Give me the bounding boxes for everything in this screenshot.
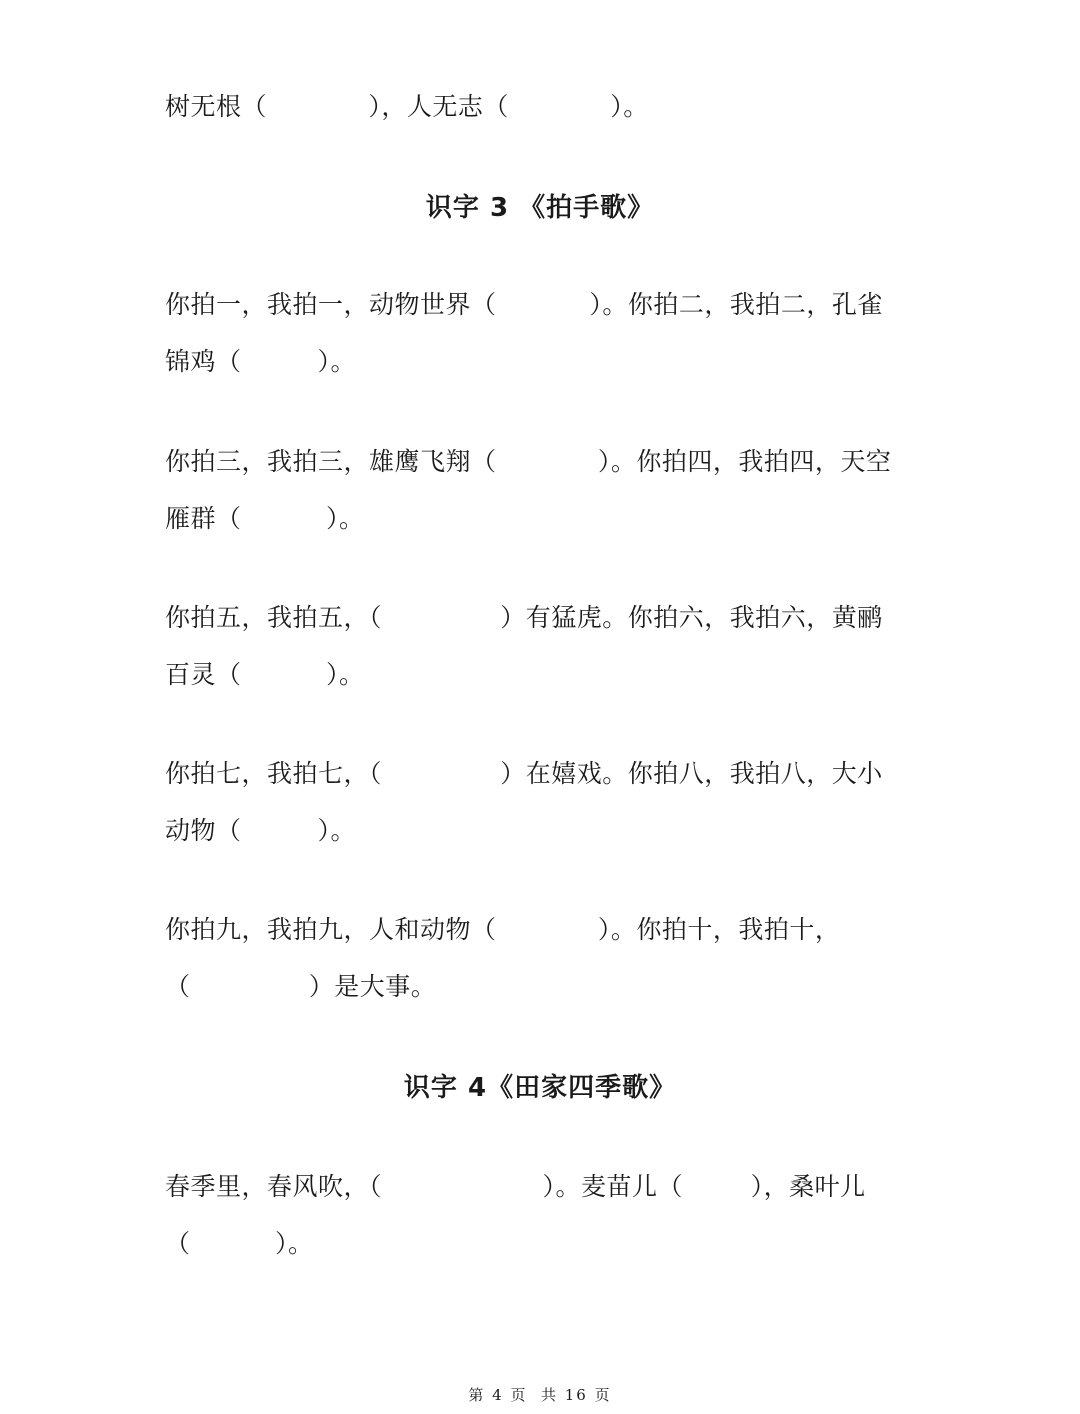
- section-3-paragraph-2-line-1: 你拍三，我拍三，雄鹰飞翔（ ）。你拍四，我拍四，天空: [165, 447, 892, 476]
- page-number-footer: 第 4 页 共 16 页: [468, 1386, 612, 1404]
- section-4-paragraph-1-line-1: 春季里，春风吹，（ ）。麦苗儿（ ），桑叶儿: [165, 1172, 866, 1201]
- section-4-paragraph-1-line-2: （ ）。: [165, 1229, 314, 1258]
- section-3-paragraph-5-line-2: （ ）是大事。: [165, 972, 437, 1001]
- section-3-paragraph-5-line-1: 你拍九，我拍九，人和动物（ ）。你拍十，我拍十，: [165, 915, 841, 944]
- section-3-paragraph-3-line-1: 你拍五，我拍五，（ ）有猛虎。你拍六，我拍六，黄鹂: [165, 603, 883, 632]
- section-3-paragraph-4-line-1: 你拍七，我拍七，（ ）在嬉戏。你拍八，我拍八，大小: [165, 759, 883, 788]
- section-4-title: 识字 4《田家四季歌》: [403, 1073, 677, 1103]
- section-3-paragraph-3-line-2: 百灵（ ）。: [165, 660, 365, 689]
- section-3-paragraph-1-line-1: 你拍一，我拍一，动物世界（ ）。你拍二，我拍二，孔雀: [165, 290, 883, 319]
- section-3-paragraph-4-line-2: 动物（ ）。: [165, 816, 357, 845]
- section-3-paragraph-1-line-2: 锦鸡（ ）。: [165, 347, 357, 376]
- intro-line-1: 树无根（ ），人无志（ ）。: [165, 92, 649, 121]
- section-3-title: 识字 3 《拍手歌》: [425, 193, 655, 223]
- section-3-paragraph-2-line-2: 雁群（ ）。: [165, 504, 365, 533]
